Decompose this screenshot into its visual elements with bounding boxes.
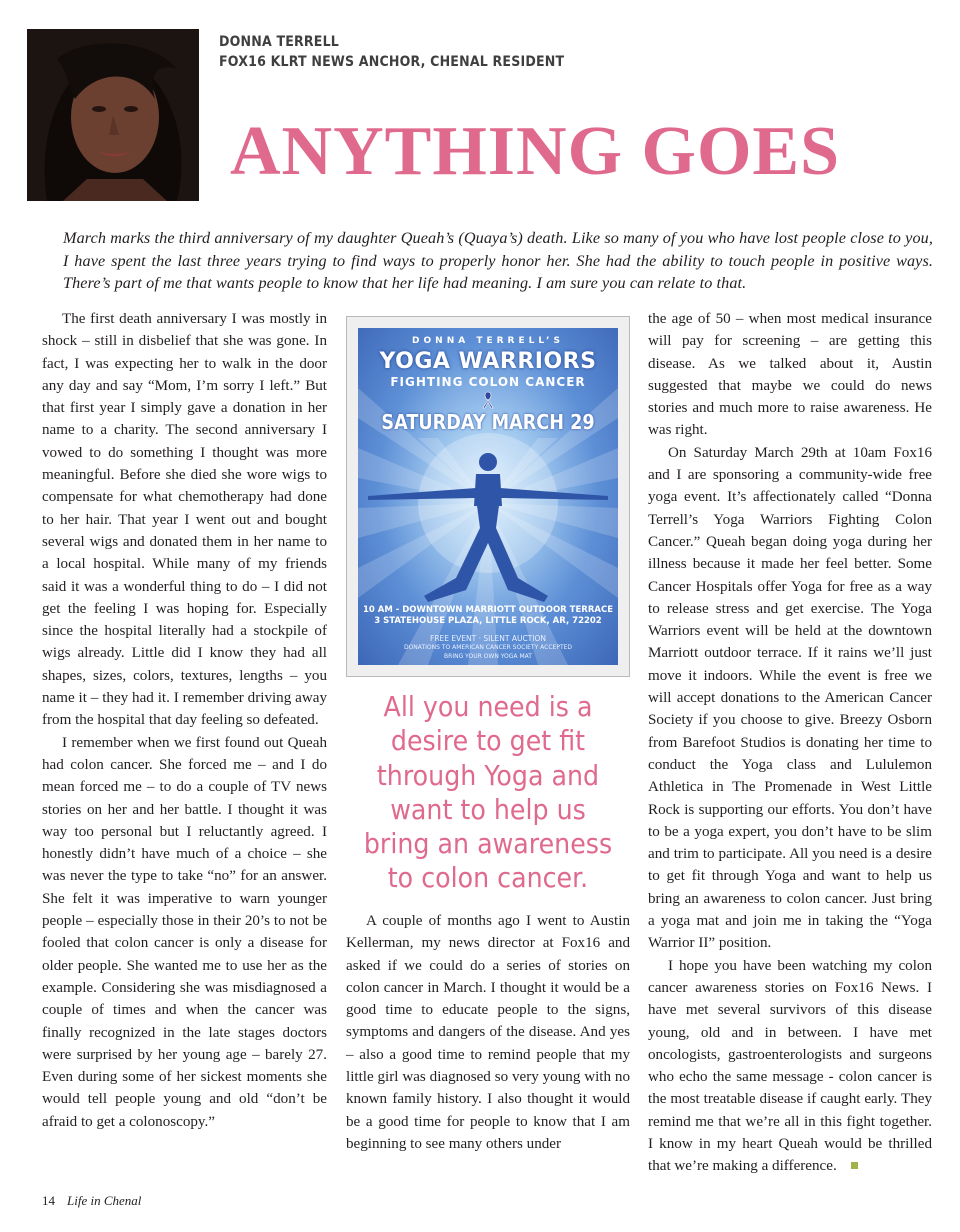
body-paragraph: the age of 50 – when most medical insurance will pay for screening – are getting this disease. As we talked about it, Austin suggested that maybe we could do news stories and much more to raise awareness. He was right.	[648, 311, 932, 439]
page-footer	[42, 1193, 141, 1209]
poster-location-line1: 10 AM - DOWNTOWN MARRIOTT OUTDOOR TERRACE	[362, 605, 614, 615]
poster-top-line: DONNA TERRELL’S	[412, 336, 564, 346]
page-title: ANYTHING GOES	[230, 113, 841, 190]
column-2	[346, 910, 630, 1155]
poster-subhead: FIGHTING COLON CANCER	[390, 375, 586, 389]
body-paragraph: The first death anniversary I was mostly in shock – still in disbelief that she was gone. In fact, I was expecting her to walk in the door any day and say “Mom, I’m sorry I left.” But that first year I simply gave a donation in her name to a charity. The second anniversary I vowed to do something I thought was more meaningful. Before she died she wore wigs to compensate for what chemotherapy had done to her hair. That year I went out and bought several wigs and donated them in her name to a local hospital. While many of my friends said it was a wonderful thing to do – I did not get the feeling I was hoping for. Especially since the hospital literally had a stockpile of wigs already. Little did I know they had all shapes, sizes, colors, textures, lengths – you name it – they had it. I remember driving away from the hospital that day feeling so defeated.	[42, 311, 327, 729]
event-poster	[358, 328, 618, 665]
poster-yoga-mat: BRING YOUR OWN YOGA MAT	[444, 653, 532, 660]
body-paragraph	[648, 955, 932, 1178]
author-portrait	[27, 29, 199, 201]
poster-headline: YOGA WARRIORS	[379, 349, 597, 374]
author-role: FOX16 KLRT NEWS ANCHOR, CHENAL RESIDENT	[219, 54, 565, 70]
poster-free-event: FREE EVENT · SILENT AUCTION	[430, 634, 546, 643]
body-paragraph: I remember when we first found out Queah had colon cancer. She forced me – and I do mean forced me – to do a couple of TV news stories on her and her battle. I thought it was way too personal but I reluctantly agreed. I honestly didn’t have much of a choice – she was never the type to take “no” for an answer. She felt it was imperative to warn younger people – especially those in their 20’s to not be fooled that colon cancer is only a disease for older people. She wanted me to use her as the example. Considering she was misdiagnosed a couple of times and when the cancer was finally recognized in the late stages doctors were surprised by her young age – barely 27. Even during some of her sickest moments she would tell people young and old “don’t be afraid to get a colonoscopy.”	[42, 734, 327, 1130]
poster-location-line2: 3 STATEHOUSE PLAZA, LITTLE ROCK, AR, 72202	[374, 616, 602, 626]
column-3	[648, 308, 932, 1178]
publication-name: Life in Chenal	[67, 1193, 142, 1208]
awareness-ribbon-icon	[482, 391, 494, 409]
body-paragraph-text: I hope you have been watching my colon cancer awareness stories on Fox16 News. I have met several survivors of this disease young, old and in between. I have met oncologists, gastroenterologists and surgeons who echo the same message - colon cancer is the most treatable disease if caught early. They remind me that we’re all in this fight together. I know in my heart Queah would be thrilled that we’re making a difference.	[648, 957, 932, 1175]
pull-quote: All you need is a desire to get fit through Yoga and want to help us bring an awareness to colon cancer.	[363, 691, 613, 895]
end-mark-icon	[851, 1162, 858, 1169]
event-poster-frame	[346, 316, 630, 677]
poster-date: SATURDAY MARCH 29	[381, 410, 595, 434]
byline	[219, 32, 564, 72]
intro-paragraph: March marks the third anniversary of my daughter Queah’s (Quaya’s) death. Like so many of you who have lost people close to you, I have spent the last three years trying to find ways to properly honor her. She had the ability to touch people in positive ways. There’s part of me that wants people to know that her life had meaning. I am sure you can relate to that.	[63, 229, 933, 292]
body-paragraph: On Saturday March 29th at 10am Fox16 and I are sponsoring a community-wide free yoga event. It’s affectionately called “Donna Terrell’s Yoga Warriors Fighting Colon Cancer.” Queah began doing yoga during her illness because it made her feel better. Some Cancer Hospitals offer Yoga for free as a way to release stress and get exercise. The Yoga Warriors event will be held at the downtown Marriott outdoor terrace. If it rains we’ll just move it indoors. While the event is free we will accept donations to the American Cancer Society if you choose to give. Breezy Osborn from Barefoot Studios is donating her time to conduct the Yoga class and Lululemon Athletica in The Promenade in West Little Rock is supporting our efforts. You don’t have to be a yoga expert, you don’t have to be slim and trim to participate. All you need is a desire to get fit through Yoga and want to help us bring an awareness to colon cancer. Just bring a yoga mat and join me in taking the “Yoga Warrior II” position.	[648, 444, 932, 952]
page-number: 14	[42, 1193, 55, 1208]
author-name: DONNA TERRELL	[219, 34, 340, 50]
poster-donations: DONATIONS TO AMERICAN CANCER SOCIETY ACCEPTED	[403, 644, 573, 651]
column-1	[42, 308, 327, 1133]
body-paragraph: A couple of months ago I went to Austin Kellerman, my news director at Fox16 and asked if we could do a series of stories on colon cancer in March. I thought it would be a good time to educate people to the signs, symptoms and dangers of the disease. And yes – also a good time to remind people that my little girl was diagnosed so very young with no known family history. I also thought it would be a good time for people to know that I am beginning to see many others under	[346, 913, 630, 1152]
